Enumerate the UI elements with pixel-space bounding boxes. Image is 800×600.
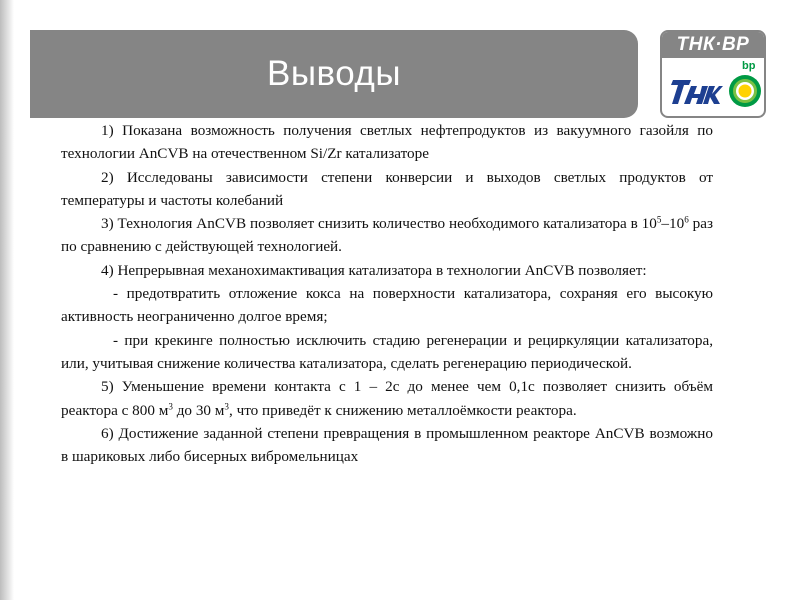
conclusion-subitem-2: - при крекинге полностью исключить стадию регенерации и рециркуляции катализатора, или, учитывая снижение количества катализатора, сделать регенерацию периодической. — [61, 331, 713, 372]
logo-band — [662, 32, 764, 58]
conclusion-item-6: 6) Достижение заданной степени превращения в промышленном реакторе AnCVB возможно в шариковых либо бисерных вибромельницах — [61, 424, 713, 466]
conclusion-item-3 — [61, 212, 713, 259]
tnk-bp-logo — [660, 30, 766, 118]
conclusion-5-sup-b: 3 — [224, 401, 229, 412]
conclusion-5-sup-a: 3 — [168, 401, 173, 412]
conclusion-item-4: 4) Непрерывная механохимактивация катализатора в технологии AnCVB позволяет: — [101, 261, 647, 279]
title-bar — [30, 30, 638, 118]
conclusion-3-sup-b: 6 — [684, 214, 689, 225]
conclusion-item-1: 1) Показана возможность получения светлых нефтепродуктов из вакуумного газойля по технологии AnCVB на отечественном Si/Zr катализаторе — [61, 122, 713, 163]
tnk-emblem-icon — [671, 76, 723, 106]
logo-wordmark: ТНК·ВР — [676, 34, 750, 55]
conclusion-subitem-1: - предотвратить отложение кокса на поверхности катализатора, сохраняя его высокую активность неограниченно долгое время; — [61, 285, 713, 326]
conclusion-item-2: 2) Исследованы зависимости степени конверсии и выходов светлых продуктов от температуры и частоты колебаний — [61, 168, 713, 209]
slide-left-edge — [0, 0, 14, 600]
conclusion-5-text-c: , что приведёт к снижению металлоёмкости реактора. — [228, 401, 577, 419]
conclusion-item-5 — [61, 375, 713, 422]
conclusion-3-text-c: раз по сравнению с действующей технологией. — [61, 215, 713, 256]
conclusions-list — [61, 119, 713, 468]
conclusion-5-text-b: до 30 м — [172, 401, 225, 419]
slide-title: Выводы — [267, 54, 401, 93]
conclusion-3-text-b: –10 — [661, 215, 685, 233]
logo-bp-label: bp — [742, 60, 756, 72]
bp-helios-icon — [728, 74, 762, 108]
conclusion-3-text-a: 3) Технология AnCVB позволяет снизить количество необходимого катализатора в 10 — [101, 215, 657, 233]
conclusion-5-text-a: 5) Уменьшение времени контакта с 1 – 2с до менее чем 0,1с позволяет снизить объём реактора с 800 м — [61, 378, 713, 419]
conclusion-3-sup-a: 5 — [656, 214, 662, 225]
